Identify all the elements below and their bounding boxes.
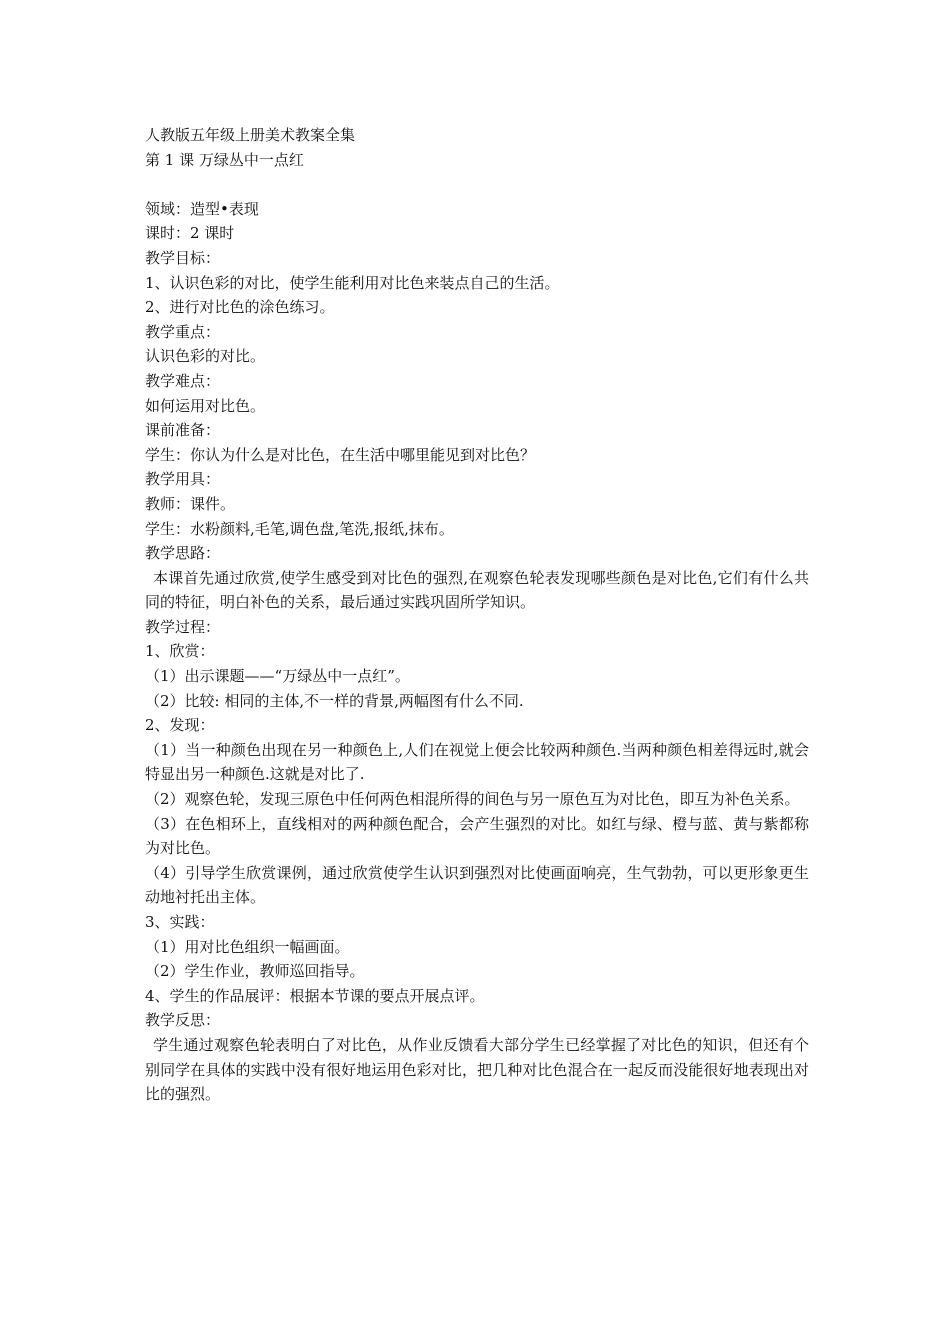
key-text: 认识色彩的对比。 (145, 347, 266, 366)
step-4-line: 4、学生的作品展评：根据本节课的要点开展点评。 (145, 986, 485, 1005)
prep-text: 学生：你认为什么是对比色，在生活中哪里能见到对比色？ (145, 445, 536, 464)
step-2-d: （4）引导学生欣赏课例，通过欣赏使学生认识到强烈对比使画面响亮，生气勃勃，可以更形象更生动地衬托出主体。 (145, 863, 809, 907)
tools-heading: 教学用具： (145, 470, 221, 489)
reflect-heading: 教学反思： (145, 1011, 221, 1030)
prep-heading: 课前准备： (145, 421, 221, 440)
key-heading: 教学重点： (145, 322, 221, 341)
step-2-a: （1）当一种颜色出现在另一种颜色上,人们在视觉上便会比较两种颜色.当两种颜色相差得远时,就会特显出另一种颜色.这就是对比了. (145, 740, 809, 784)
step-1-b: （2）比较: 相同的主体,不一样的背景,两幅图有什么不同. (145, 691, 524, 710)
idea-paragraph: 本课首先通过欣赏,使学生感受到对比色的强烈,在观察色轮表发现哪些颜色是对比色,它们有什么共同的特征，明白补色的关系，最后通过实践巩固所学知识。 (145, 568, 809, 612)
blank-line (145, 172, 809, 197)
goal-1: 1、认识色彩的对比，使学生能利用对比色来装点自己的生活。 (145, 273, 560, 292)
difficulty-heading: 教学难点： (145, 371, 221, 390)
reflect-paragraph: 学生通过观察色轮表明白了对比色，从作业反馈看大部分学生已经掌握了对比色的知识，但还有个别同学在具体的实践中没有很好地运用色彩对比，把几种对比色混合在一起反而没能很好地表现出对比的强烈。 (145, 1035, 809, 1104)
step-2-b: （2）观察色轮，发现三原色中任何两色相混所得的间色与另一原色互为对比色，即互为补色关系。 (145, 790, 800, 809)
process-heading: 教学过程： (145, 617, 221, 636)
field-line: 领域：造型•表现 (145, 199, 259, 218)
goal-2: 2、进行对比色的涂色练习。 (145, 298, 335, 317)
document-page (145, 123, 809, 1107)
lesson-title: 第 1 课 万绿丛中一点红 (145, 150, 304, 169)
document-title: 人教版五年级上册美术教案全集 (145, 126, 356, 144)
idea-heading: 教学思路： (145, 544, 221, 563)
tools-student: 学生：水粉颜料,毛笔,调色盘,笔洗,报纸,抹布。 (145, 519, 454, 538)
step-3-a: （1）用对比色组织一幅画面。 (145, 937, 350, 956)
difficulty-text: 如何运用对比色。 (145, 396, 266, 415)
step-2-c: （3）在色相环上，直线相对的两种颜色配合，会产生强烈的对比。如红与绿、橙与蓝、黄与紫都称为对比色。 (145, 814, 809, 858)
step-1-a: （1）出示课题——“万绿丛中一点红”。 (145, 667, 410, 686)
hours-line: 课时：2 课时 (145, 224, 235, 243)
goals-heading: 教学目标： (145, 248, 221, 267)
tools-teacher: 教师：课件。 (145, 494, 236, 513)
step-2-heading: 2、发现： (145, 716, 215, 735)
step-3-b: （2）学生作业，教师巡回指导。 (145, 962, 365, 981)
step-3-heading: 3、实践： (145, 913, 215, 931)
step-1-heading: 1、欣赏： (145, 642, 215, 661)
